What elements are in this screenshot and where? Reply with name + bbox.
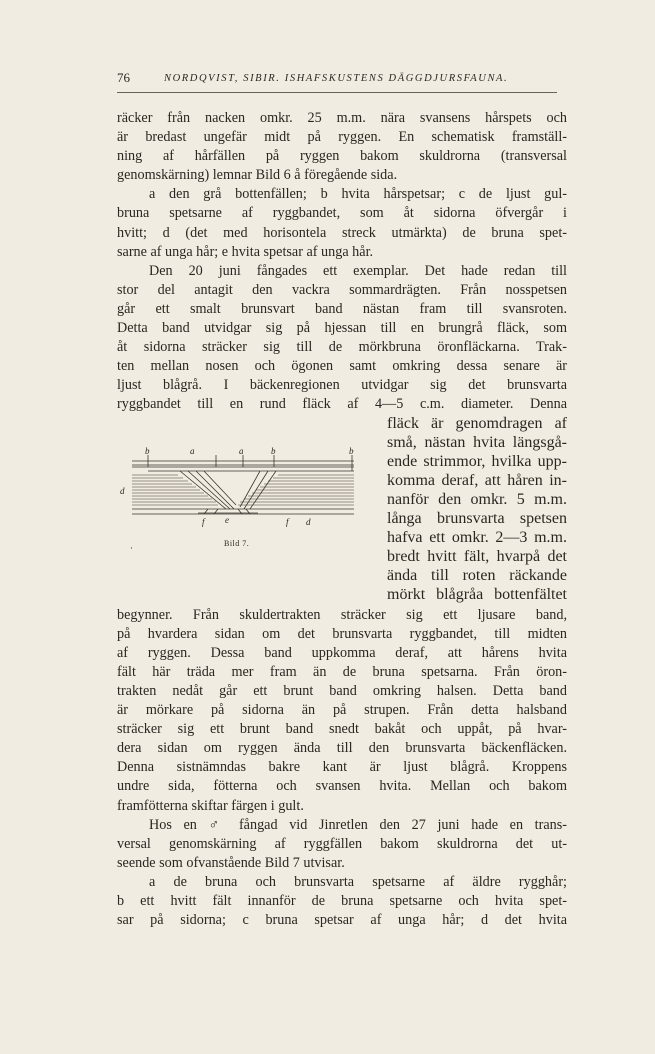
label-a: a — [190, 447, 195, 456]
text-line: är bredast ungefär midt på ryggen. En schematisk framställ- — [117, 129, 567, 146]
text-line: Hos en ♂ fångad vid Jinretlen den 27 juni hade en trans- — [149, 816, 567, 833]
text-line: ljust blågrå. I bäckenregionen utvidgar sig det brunsvarta — [117, 377, 567, 394]
label-d: d — [120, 486, 125, 496]
text-line: Denna sistnämndas bakre kant är ljust blågrå. Kroppens — [117, 759, 567, 776]
text-line: b ett hvitt fält innanför de bruna spetsarne och hvita spet- — [117, 893, 567, 909]
label-d: d — [306, 517, 311, 527]
figure-mark: · — [130, 543, 133, 553]
text-line: räcker från nacken omkr. 25 m.m. nära svansens hårspets och — [117, 110, 567, 126]
figure-caption: Bild 7. — [224, 539, 250, 548]
label-a: a — [239, 447, 244, 456]
text-line: är mörkare på sidorna än på strupen. Från detta halsband — [117, 702, 567, 719]
text-line: ten mellan nosen och ögonen samt omkring dessa senare är — [117, 358, 567, 375]
text-line: a de bruna och brunsvarta spetsarne af äldre rygghår; — [149, 873, 567, 890]
body-text-top — [117, 109, 567, 415]
label-b: b — [271, 447, 276, 456]
label-f: f — [202, 517, 205, 527]
text-line: hvitt; d (det med horisontela streck utmärkta) de bruna spet- — [117, 224, 567, 241]
text-line: dera sidan om ryggen ända till den brunsvarta bäckenfläcken. — [117, 740, 567, 757]
text-line: sträcker sig ett brunt band snedt bakåt och uppåt, på hvar- — [117, 721, 567, 738]
text-line: stor del antagit den vackra sommardrägten. Från nosspetsen — [117, 281, 567, 298]
label-f: f — [286, 517, 289, 527]
text-line: på hvardera sidan om det brunsvarta ryggbandet, till midten — [117, 625, 567, 642]
text-line: ryggbandet till en rund fläck af 4—5 c.m. diameter. Denna — [117, 396, 567, 413]
text-line: sar på sidorna; c bruna spetsar af unga hår; d det hvita — [117, 912, 567, 929]
text-line: Detta band utvidgar sig på hjessan till en brungrå fläck, som — [117, 320, 567, 337]
text-line: hafva ett omkr. 2—3 m.m. — [387, 529, 567, 547]
text-line: bruna spetsarne af ryggbandet, som åt sidorna öfvergår i — [117, 205, 567, 222]
text-line: nanför den omkr. 5 m.m. — [387, 490, 567, 508]
text-line: trakten nedåt går ett brunt band omkring halsen. Detta band — [117, 682, 567, 699]
body-text-wrap — [387, 415, 567, 606]
body-text-bottom — [117, 606, 567, 931]
label-e: e — [225, 515, 229, 525]
text-line: ning af hårfällen på ryggen bakom skuldrorna (transversal — [117, 148, 567, 165]
text-line: komma deraf, att håren in- — [387, 471, 567, 489]
text-line: af ryggen. Dessa band uppkomma deraf, att hårens hvita — [117, 644, 567, 661]
text-line: ende strimmor, hvilka upp- — [387, 452, 567, 470]
text-line: små, nästan hvita längsgå- — [387, 433, 567, 451]
text-line: bredt hvitt fält, hvarpå det — [387, 548, 567, 566]
text-line: ända till roten räckande — [387, 567, 567, 585]
header-rule — [117, 92, 557, 93]
text-line: begynner. Från skuldertrakten sträcker sig ett ljusare band, — [117, 606, 567, 623]
text-line: undre sida, fötterna och svansen hvita. Mellan och bakom — [117, 778, 567, 795]
label-b: b — [349, 447, 354, 456]
text-line: går ett smalt brunsvart band nästan fram till svansroten. — [117, 300, 567, 317]
text-line: Den 20 juni fångades ett exemplar. Det hade redan till — [149, 262, 567, 279]
text-line: genomskärning) lemnar Bild 6 å föregående sida. — [117, 167, 398, 184]
text-line: framfötterna skiftar färgen i gult. — [117, 797, 304, 814]
text-line: mörkt blågråa bottenfältet — [387, 586, 567, 604]
page-number: 76 — [117, 70, 130, 85]
running-title: NORDQVIST, SIBIR. ISHAFSKUSTENS DÄGGDJURSFAUNA. — [164, 73, 509, 84]
text-line: a den grå bottenfällen; b hvita hårspetsar; c de ljust gul- — [149, 186, 567, 203]
text-line: sarne af unga hår; e hvita spetsar af unga hår. — [117, 243, 374, 260]
text-line: versal genomskärning af ryggfällen bakom skuldrorna det ut- — [117, 835, 567, 852]
text-line: fält här träda mer fram än de bruna spetsarna. Från öron- — [117, 663, 567, 680]
text-line: långa brunsvarta spetsen — [387, 510, 567, 528]
text-line: åt sidorna sträcker sig till de mörkbruna öronfläckarna. Trak- — [117, 339, 567, 356]
text-line: seende som ofvanstående Bild 7 utvisar. — [117, 854, 345, 871]
label-b: b — [145, 447, 150, 456]
text-line: fläck är genomdragen af — [387, 414, 567, 432]
